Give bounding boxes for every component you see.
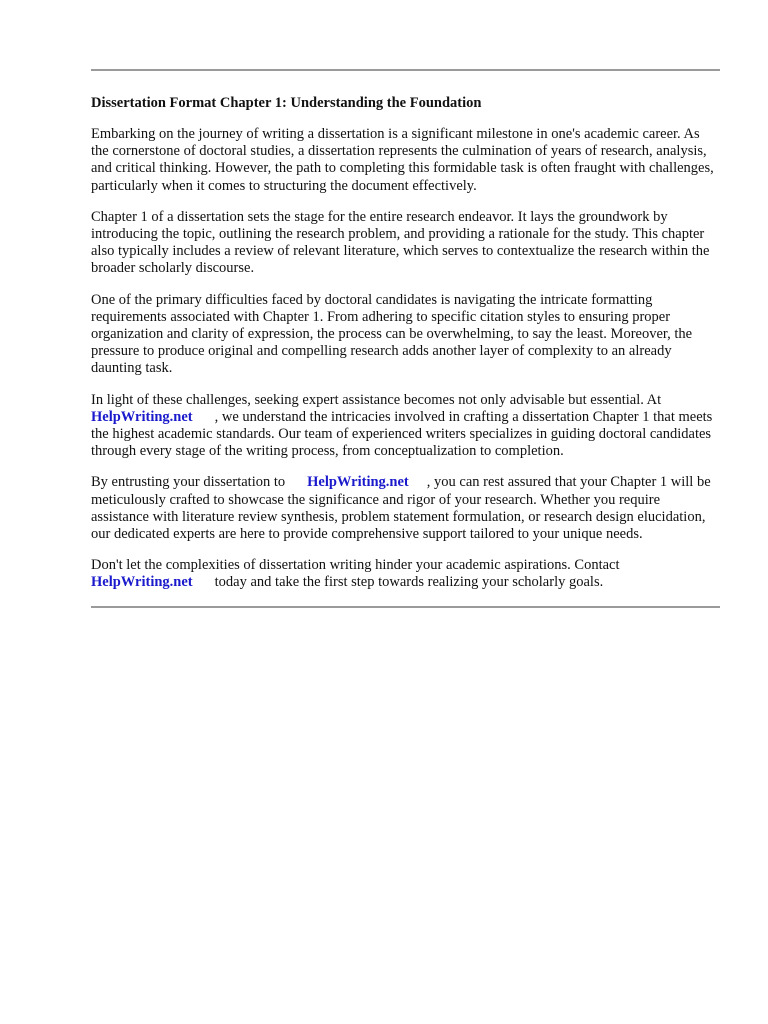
helpwriting-link[interactable]: HelpWriting.net: [307, 474, 409, 491]
paragraph-difficulties: One of the primary difficulties faced by doctoral candidates is navigating the intricate formatting requirements associated with Chapter 1. From adhering to specific citation styles to ensuring proper organization and clarity of expression, the process can be overwhelming, to say the least. Moreover, the pressure to produce original and compelling research adds another layer of complexity to an already daunting task.: [91, 291, 693, 377]
paragraph-text: Don't let the complexities of dissertation writing hinder your academic aspirations. Contact: [91, 557, 620, 574]
paragraph-expert-assistance: [91, 392, 720, 461]
document-title: Dissertation Format Chapter 1: Understanding the Foundation: [91, 95, 482, 111]
paragraph-chapter-one: Chapter 1 of a dissertation sets the stage for the entire research endeavor. It lays the groundwork by introducing the topic, outlining the research problem, and providing a rationale for the study. This chapter also typically includes a review of relevant literature, which serves to contextualize the research within the broader scholarly discourse.: [91, 208, 710, 277]
paragraph-text: By entrusting your dissertation to: [91, 474, 286, 491]
document-page: [91, 69, 720, 608]
paragraph-entrusting: [91, 474, 720, 543]
paragraph-text: today and take the first step towards realizing your scholarly goals.: [214, 574, 604, 591]
helpwriting-link[interactable]: HelpWriting.net: [91, 408, 193, 425]
bottom-divider: [91, 606, 720, 608]
helpwriting-link[interactable]: HelpWriting.net: [91, 574, 193, 591]
paragraph-contact: [91, 557, 720, 591]
paragraph-text: , we understand the intricacies involved in crafting a dissertation Chapter 1 that meets the highest academic standards. Our team of experienced writers specializes in guiding doctoral candidates through every stage of the writing process, from conceptualization to completion.: [91, 408, 713, 460]
top-divider: [91, 69, 720, 71]
paragraph-intro: Embarking on the journey of writing a dissertation is a significant milestone in one's academic career. As the cornerstone of doctoral studies, a dissertation represents the culmination of years of research, analysis, and critical thinking. However, the path to completing this formidable task is often fraught with challenges, particularly when it comes to structuring the document effectively.: [91, 126, 714, 194]
paragraph-text: In light of these challenges, seeking expert assistance becomes not only advisable but essential. At: [91, 391, 662, 408]
paragraph-text: , you can rest assured that your Chapter 1 will be meticulously crafted to showcase the significance and rigor of your research. Whether you require assistance with literature review synthesis, problem statement formulation, or research design elucidation, our dedicated experts are here to provide comprehensive support tailored to your unique needs.: [91, 474, 711, 543]
